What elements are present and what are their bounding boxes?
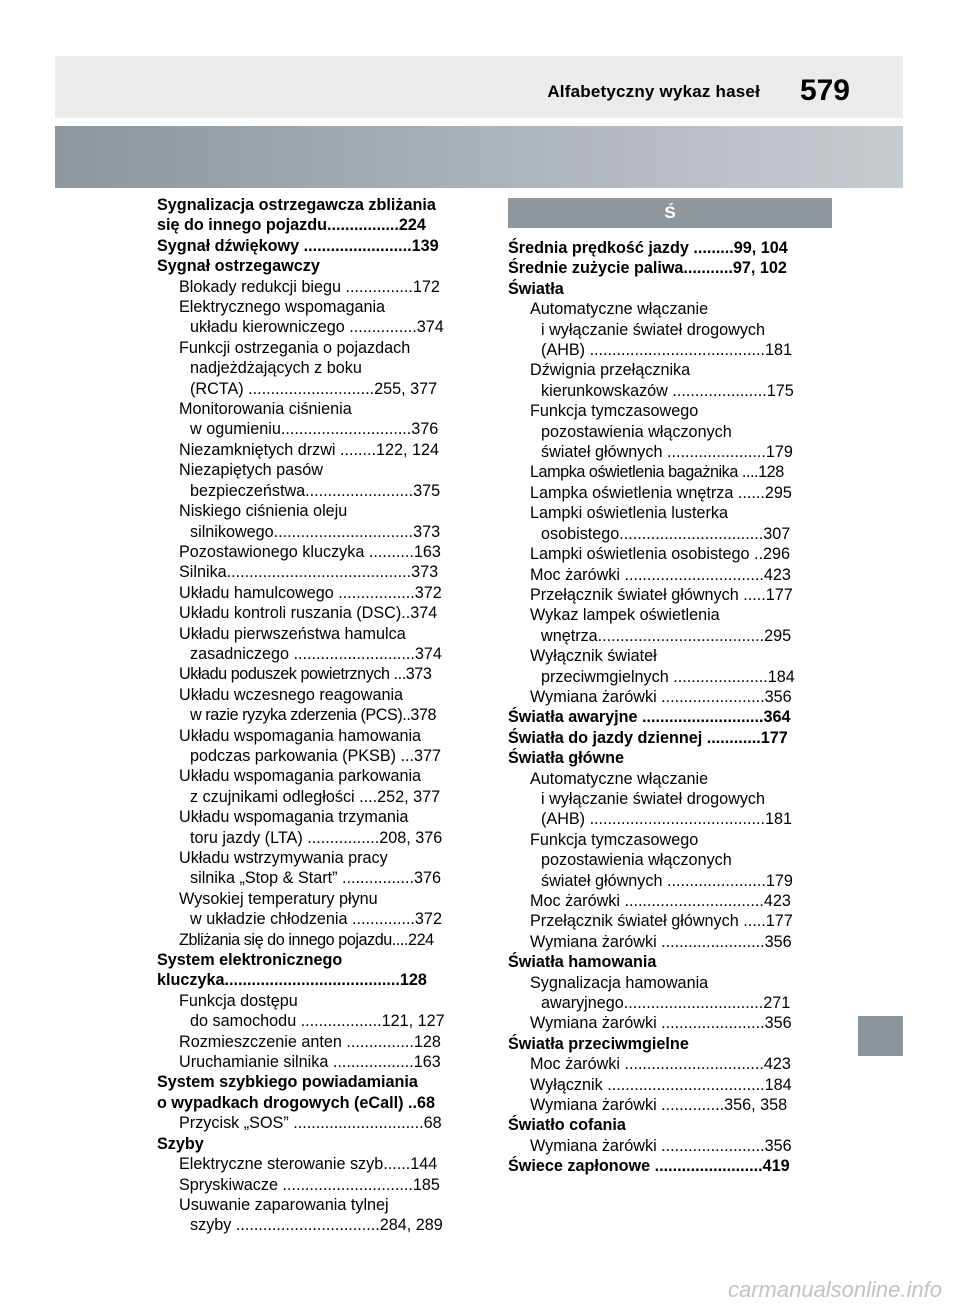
index-sub-entry: Układu wczesnego reagowania	[179, 685, 404, 704]
index-sub-entry: Funkcji ostrzegania o pojazdach	[179, 338, 411, 357]
index-sub-entry: (AHB) .......................................181	[541, 810, 792, 829]
index-sub-entry: Wyłącznik świateł	[530, 647, 657, 666]
index-sub-entry: awaryjnego...............................271	[541, 994, 791, 1013]
index-sub-entry: Układu pierwszeństwa hamulca	[179, 624, 406, 643]
index-sub-entry: w układzie chłodzenia ..............372	[190, 910, 442, 929]
index-heading-entry: Światła do jazdy dziennej ............177	[508, 728, 788, 747]
index-sub-entry: kierunkowskazów .....................175	[541, 381, 794, 400]
index-column-left	[157, 195, 472, 1236]
index-heading-entry: System szybkiego powiadamiania	[157, 1073, 418, 1092]
index-heading-entry: Średnie zużycie paliwa...........97, 102	[508, 259, 787, 278]
index-sub-entry: Układu poduszek powietrznych ...373	[179, 665, 432, 684]
index-sub-entry: silnikowego...............................373	[190, 522, 441, 541]
index-sub-entry: Funkcja dostępu	[179, 991, 298, 1010]
index-sub-entry: Dźwignia przełącznika	[530, 361, 691, 380]
index-sub-entry: świateł głównych ......................179	[541, 871, 793, 890]
index-sub-entry: Silnika.........................................373	[179, 563, 439, 582]
index-sub-entry: Układu wspomagania hamowania	[179, 726, 422, 745]
index-sub-entry: Układu wspomagania trzymania	[179, 808, 409, 827]
index-sub-entry: silnika „Stop & Start” ................376	[190, 869, 442, 888]
index-heading-entry: Światła przeciwmgielne	[508, 1034, 689, 1053]
index-sub-entry: Moc żarówki ...............................423	[530, 1055, 791, 1074]
index-sub-entry: Przełącznik świateł głównych .....177	[530, 585, 793, 604]
index-heading-entry: Światło cofania	[508, 1116, 626, 1135]
index-sub-entry: Automatyczne włączanie	[530, 769, 709, 788]
index-sub-entry: do samochodu ..................121, 127	[190, 1012, 445, 1031]
page-number: 579	[799, 74, 850, 107]
index-sub-entry: Sygnalizacja hamowania	[530, 973, 709, 992]
index-sub-entry: Wymiana żarówki .......................356	[530, 1014, 792, 1033]
index-sub-entry: podczas parkowania (PKSB) ...377	[190, 746, 442, 765]
header-band	[55, 56, 903, 118]
index-sub-entry: Rozmieszczenie anten ...............128	[179, 1032, 441, 1051]
index-sub-entry: (RCTA) ............................255, 377	[190, 379, 438, 398]
index-sub-entry: Lampki oświetlenia osobistego ..296	[530, 545, 791, 564]
index-sub-entry: zasadniczego ...........................374	[190, 644, 442, 663]
index-heading-entry: Światła hamowania	[508, 953, 657, 972]
index-heading-entry: Sygnał ostrzegawczy	[157, 257, 320, 276]
index-sub-entry: Lampki oświetlenia lusterka	[530, 504, 728, 523]
index-sub-entry: Wymiana żarówki .......................356	[530, 932, 792, 951]
index-column-right	[508, 238, 824, 1177]
index-sub-entry: toru jazdy (LTA) ................208, 376	[190, 828, 443, 847]
index-sub-entry: Pozostawionego kluczyka ..........163	[179, 542, 441, 561]
index-sub-entry: Wysokiej temperatury płynu	[179, 889, 378, 908]
index-sub-entry: osobistego................................307	[541, 524, 791, 543]
index-heading-entry: Średnia prędkość jazdy .........99, 104	[508, 239, 788, 257]
index-sub-entry: szyby ................................284, 289	[190, 1216, 443, 1235]
index-sub-entry: Funkcja tymczasowego	[530, 830, 699, 849]
index-sub-entry: Wymiana żarówki ..............356, 358	[530, 1096, 788, 1115]
index-sub-entry: Niskiego ciśnienia oleju	[179, 502, 348, 521]
section-thumb-tab	[858, 1016, 903, 1056]
index-heading-entry: Szyby	[157, 1134, 204, 1153]
index-sub-entry: Układu wspomagania parkowania	[179, 767, 422, 786]
index-sub-entry: Automatyczne włączanie	[530, 300, 709, 319]
index-sub-entry: Lampka oświetlenia bagażnika ....128	[530, 463, 784, 482]
index-heading-entry: Sygnał dźwiękowy ........................139	[157, 236, 439, 255]
watermark: carmanualsonline.info	[727, 1277, 942, 1302]
index-sub-entry: wnętrza.....................................295	[541, 626, 792, 645]
index-sub-entry: w razie ryzyka zderzenia (PCS)..378	[190, 706, 437, 725]
index-heading-entry: Światła główne	[508, 749, 625, 768]
index-sub-entry: Lampka oświetlenia wnętrza ......295	[530, 483, 792, 502]
index-heading-entry: Światła	[508, 279, 564, 298]
index-sub-entry: Funkcja tymczasowego	[530, 402, 699, 421]
index-sub-entry: Wykaz lampek oświetlenia	[530, 606, 720, 625]
index-sub-entry: z czujnikami odległości ....252, 377	[190, 787, 441, 806]
index-sub-entry: Wymiana żarówki .......................356	[530, 1136, 792, 1155]
index-sub-entry: Przycisk „SOS” .............................68	[179, 1114, 442, 1133]
index-sub-entry: Elektryczne sterowanie szyb......144	[179, 1155, 438, 1174]
index-sub-entry: Wyłącznik ...................................184	[530, 1075, 792, 1094]
index-sub-entry: i wyłączanie świateł drogowych	[541, 789, 766, 808]
index-sub-entry: Usuwanie zaparowania tylnej	[179, 1195, 389, 1214]
index-sub-entry: układu kierowniczego ...............374	[190, 318, 444, 337]
index-sub-entry: i wyłączanie świateł drogowych	[541, 320, 766, 339]
decorative-gradient-band	[55, 126, 903, 188]
index-heading-entry: się do innego pojazdu................224	[157, 216, 426, 235]
index-heading-entry: System elektronicznego	[157, 951, 343, 970]
index-sub-entry: pozostawienia włączonych	[541, 851, 732, 870]
index-sub-entry: przeciwmgielnych .....................184	[541, 667, 795, 686]
index-sub-entry: Moc żarówki ...............................423	[530, 565, 791, 584]
index-heading-entry: o wypadkach drogowych (eCall) ..68	[157, 1093, 435, 1112]
index-sub-entry: Uruchamianie silnika ..................163	[179, 1053, 441, 1072]
index-sub-entry: w ogumieniu.............................376	[190, 420, 439, 439]
index-sub-entry: Moc żarówki ...............................423	[530, 892, 791, 910]
index-sub-entry: Blokady redukcji biegu ...............172	[179, 277, 440, 296]
index-sub-entry: Układu hamulcowego .................372	[179, 583, 442, 602]
section-letter-heading: Ś	[508, 198, 832, 228]
index-sub-entry: Zbliżania się do innego pojazdu....224	[179, 930, 434, 949]
index-sub-entry: Monitorowania ciśnienia	[179, 400, 352, 419]
index-sub-entry: nadjeżdżających z boku	[190, 359, 362, 378]
index-sub-entry: świateł głównych ......................179	[541, 443, 793, 462]
index-sub-entry: Elektrycznego wspomagania	[179, 298, 386, 317]
index-sub-entry: bezpieczeństwa........................375	[190, 481, 441, 500]
index-sub-entry: Przełącznik świateł głównych .....177	[530, 912, 793, 931]
index-sub-entry: Wymiana żarówki .......................356	[530, 687, 792, 706]
index-heading-entry: Światła awaryjne ...........................364	[508, 708, 791, 727]
index-sub-entry: (AHB) .......................................181	[541, 341, 792, 360]
index-sub-entry: pozostawienia włączonych	[541, 422, 732, 441]
index-sub-entry: Niezamkniętych drzwi ........122, 124	[179, 440, 440, 459]
index-heading-entry: Świece zapłonowe ........................419	[508, 1157, 790, 1176]
index-heading-entry: Sygnalizacja ostrzegawcza zbliżania	[157, 196, 436, 214]
index-sub-entry: Niezapiętych pasów	[179, 461, 323, 480]
page-header-title: Alfabetyczny wykaz haseł	[547, 82, 760, 101]
index-sub-entry: Układu wstrzymywania pracy	[179, 849, 388, 867]
index-sub-entry: Układu kontroli ruszania (DSC)..374	[179, 604, 438, 623]
index-sub-entry: Spryskiwacze .............................185	[179, 1175, 440, 1194]
index-heading-entry: kluczyka.......................................128	[157, 971, 427, 990]
